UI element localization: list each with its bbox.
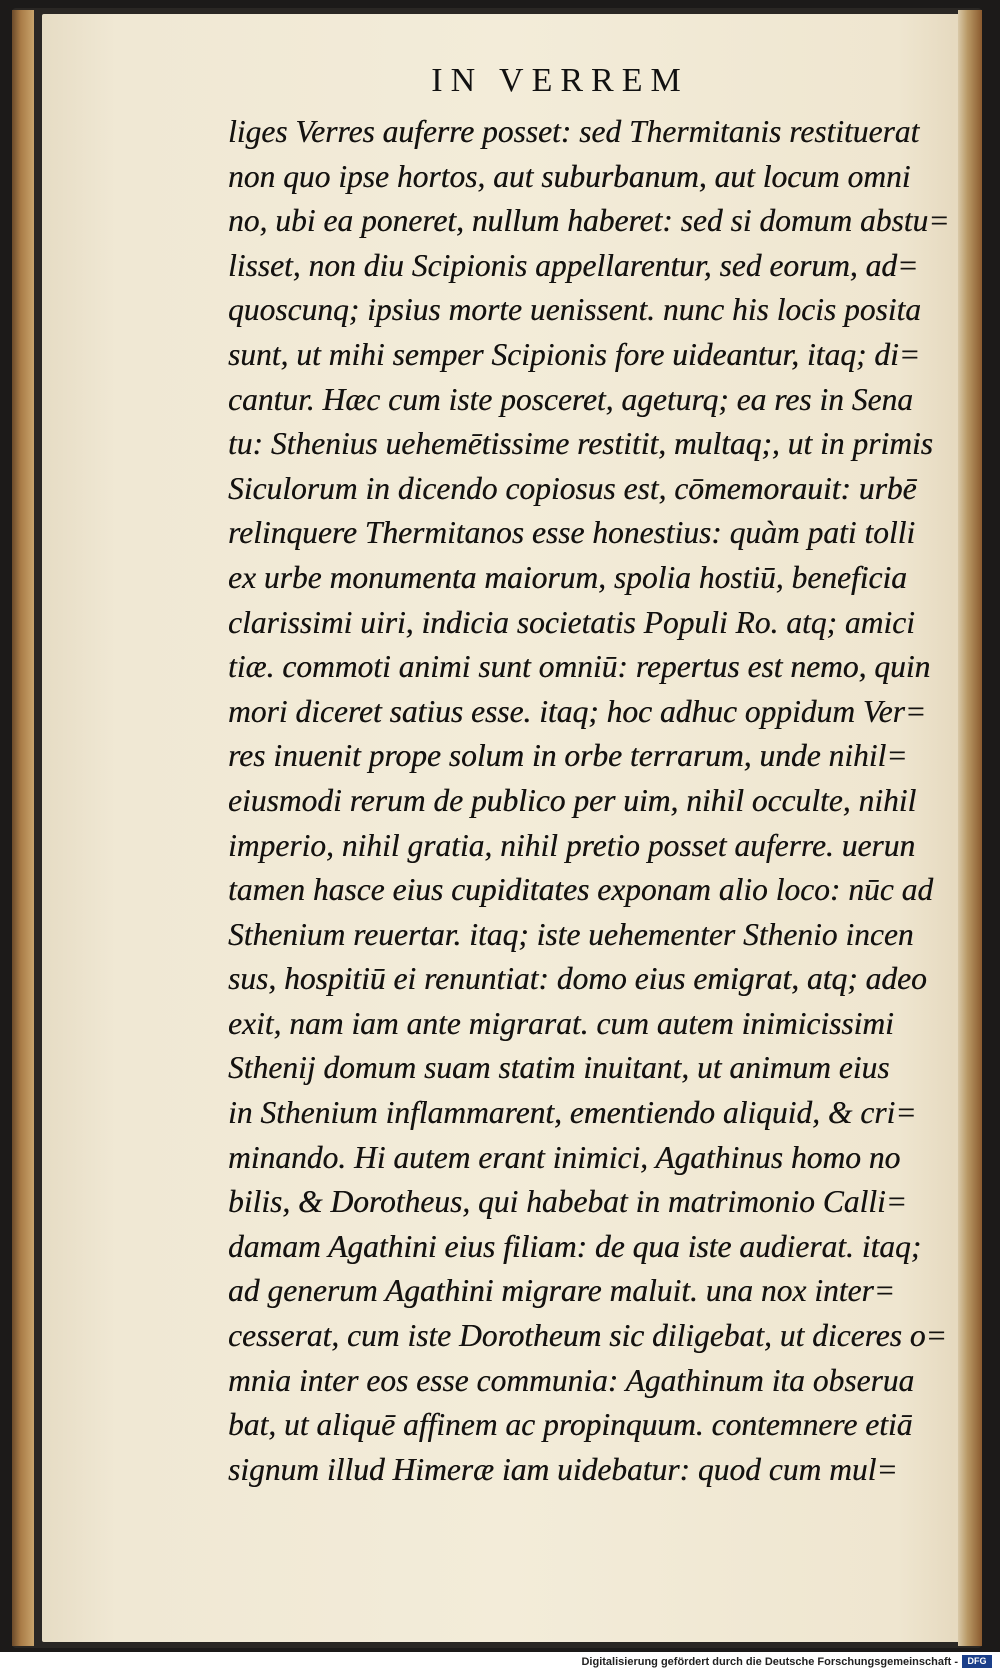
text-line: signum illud Himeræ iam uidebatur: quod cum mul= xyxy=(228,1451,898,1487)
text-line: mnia inter eos esse communia: Agathinum ita obserua xyxy=(228,1362,915,1398)
text-line: bilis, & Dorotheus, qui habebat in matrimonio Calli= xyxy=(228,1184,907,1220)
page-edge-left xyxy=(12,10,34,1646)
text-line: minando. Hi autem erant inimici, Agathinus homo no xyxy=(228,1139,901,1175)
text-line: imperio, nihil gratia, nihil pretio posset auferre. uerun xyxy=(228,827,916,863)
text-line: bat, ut aliquē affinem ac propinquum. contemnere etiā xyxy=(228,1407,913,1443)
text-line: res inuenit prope solum in orbe terrarum, unde nihil= xyxy=(228,738,908,774)
text-line: non quo ipse hortos, aut suburbanum, aut locum omni xyxy=(228,158,911,194)
page-edge-right xyxy=(958,10,982,1646)
text-line: ad generum Agathini migrare maluit. una nox inter= xyxy=(228,1273,895,1309)
text-line: tamen hasce eius cupiditates exponam alio loco: nūc ad xyxy=(228,872,934,908)
text-line: Sthenium reuertar. itaq; iste uehementer Sthenio incen xyxy=(228,916,914,952)
text-line: sus, hospitiū ei renuntiat: domo eius emigrat, atq; adeo xyxy=(228,961,927,997)
text-line: eiusmodi rerum de publico per uim, nihil occulte, nihil xyxy=(228,782,917,818)
text-line: tiæ. commoti animi sunt omniū: repertus est nemo, quin xyxy=(228,649,931,685)
text-line: Siculorum in dicendo copiosus est, cōmemorauit: urbē xyxy=(228,470,917,506)
text-line: clarissimi uiri, indicia societatis Populi Ro. atq; amici xyxy=(228,604,915,640)
text-block xyxy=(228,110,948,1492)
text-line: tu: Sthenius uehemētissime restitit, multaq;, ut in primis xyxy=(228,426,933,462)
footer-credit: Digitalisierung gefördert durch die Deutsche Forschungsgemeinschaft - xyxy=(581,1656,958,1668)
text-line: no, ubi ea poneret, nullum haberet: sed si domum abstu= xyxy=(228,203,950,239)
text-line: cantur. Hæc cum iste posceret, ageturq; ea res in Sena xyxy=(228,381,913,417)
text-line: sunt, ut mihi semper Scipionis fore uideantur, itaq; di= xyxy=(228,336,921,372)
text-line: cesserat, cum iste Dorotheum sic diligebat, ut diceres o= xyxy=(228,1318,947,1354)
text-line: in Sthenium inflammarent, ementiendo aliquid, & cri= xyxy=(228,1095,917,1131)
text-line: liges Verres auferre posset: sed Thermitanis restituerat xyxy=(228,114,920,149)
text-line: quoscunq; ipsius morte uenissent. nunc his locis posita xyxy=(228,292,921,328)
text-line: relinquere Thermitanos esse honestius: quàm pati tolli xyxy=(228,515,916,551)
text-line: exit, nam iam ante migrarat. cum autem inimicissimi xyxy=(228,1005,894,1041)
text-line: lisset, non diu Scipionis appellarentur, sed eorum, ad= xyxy=(228,247,919,283)
dfg-logo: DFG xyxy=(962,1655,992,1668)
running-head: IN VERREM xyxy=(431,62,689,99)
text-line: mori diceret satius esse. itaq; hoc adhuc oppidum Ver= xyxy=(228,693,927,729)
text-line: ex urbe monumenta maiorum, spolia hostiū, beneficia xyxy=(228,559,907,595)
text-line: Sthenij domum suam statim inuitant, ut animum eius xyxy=(228,1050,890,1086)
text-line: damam Agathini eius filiam: de qua iste audierat. itaq; xyxy=(228,1228,922,1264)
